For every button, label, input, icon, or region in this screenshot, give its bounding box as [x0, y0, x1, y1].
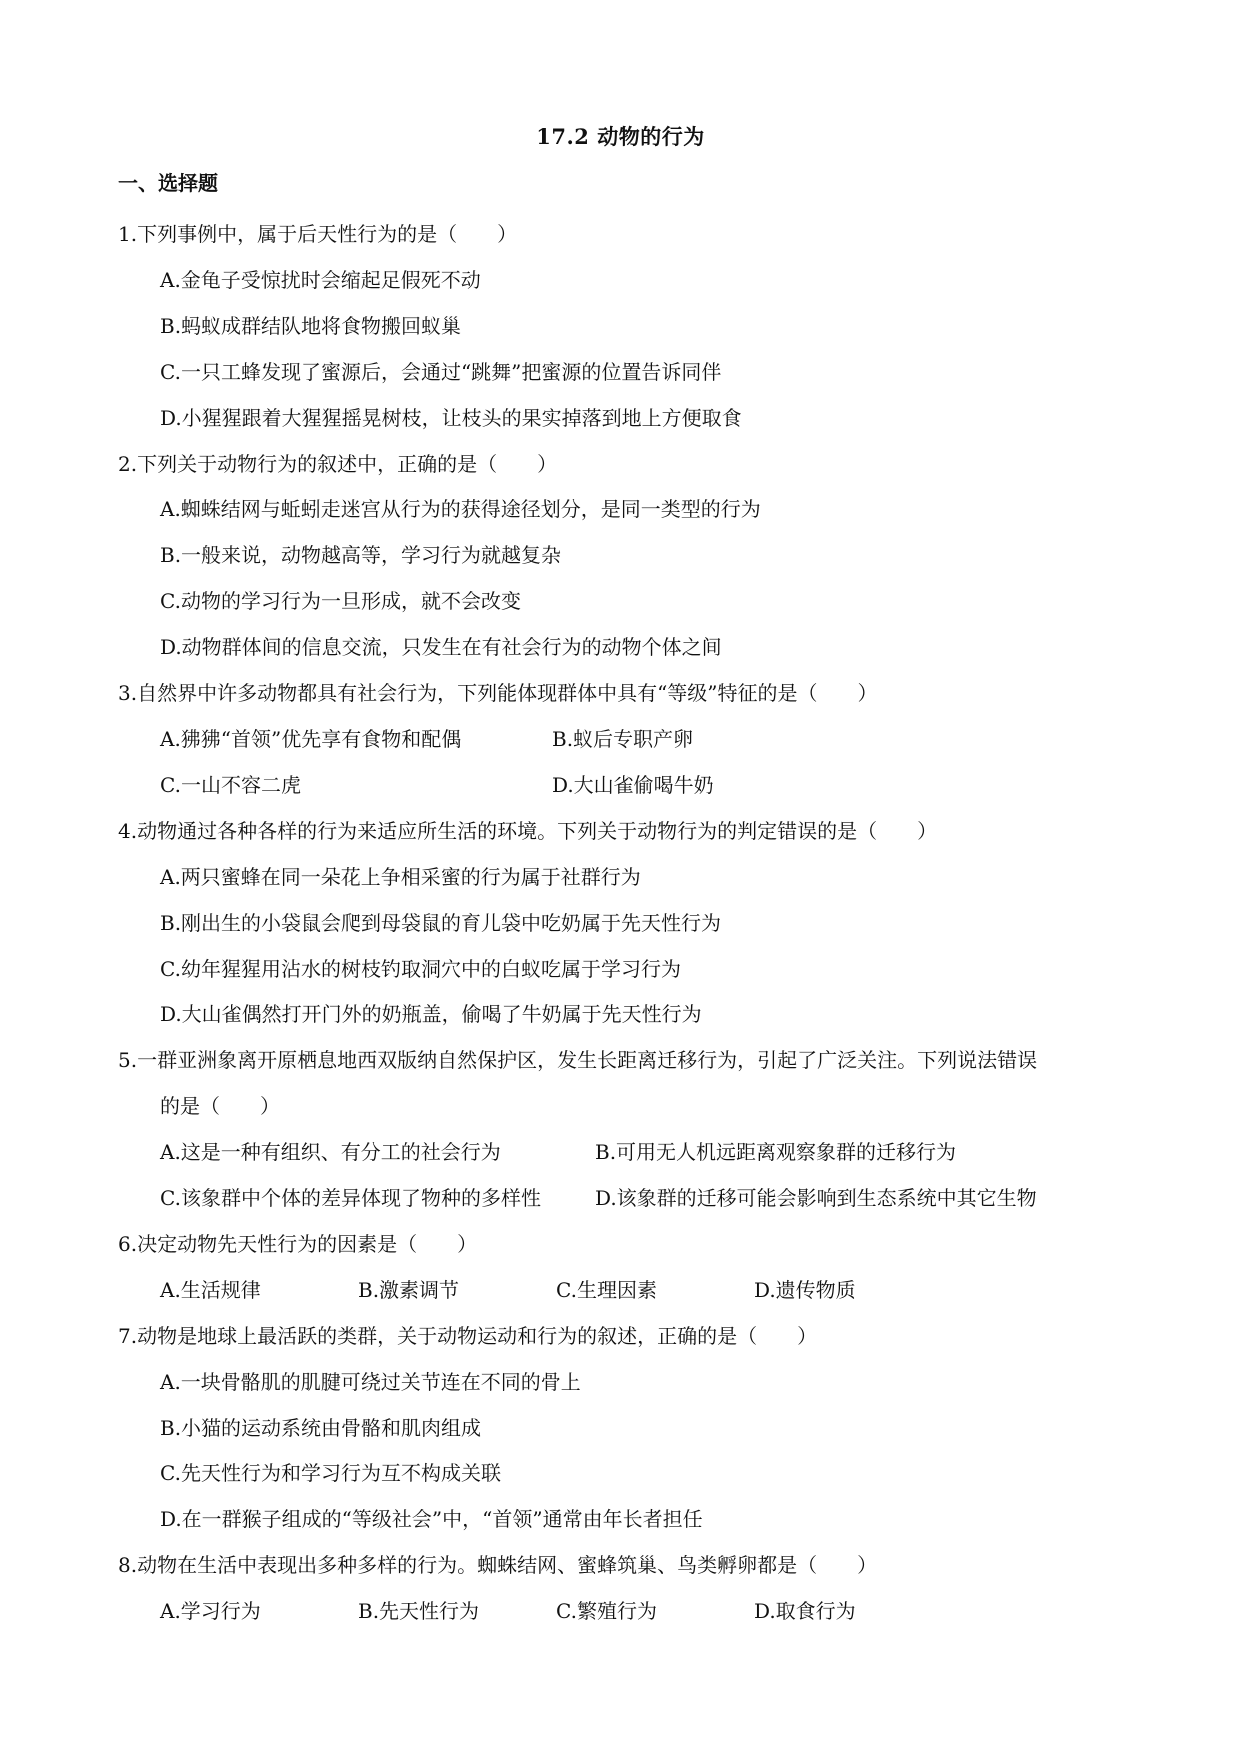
option-a: A.金龟子受惊扰时会缩起足假死不动 — [160, 267, 481, 292]
question-list — [118, 212, 1128, 1635]
option-d: D.大山雀偷喝牛奶 — [552, 772, 714, 797]
option-b: B.先天性行为 — [358, 1599, 480, 1624]
option-d: D.该象群的迁移可能会影响到生态系统中其它生物 — [595, 1186, 1037, 1211]
option-b: B.蚁后专职产卵 — [552, 726, 694, 751]
option-c: C.幼年猩猩用沾水的树枝钓取洞穴中的白蚁吃属于学习行为 — [160, 956, 681, 981]
option-a: A.这是一种有组织、有分工的社会行为 — [160, 1140, 501, 1165]
option-a: A.学习行为 — [160, 1599, 261, 1624]
option-row — [118, 763, 1128, 809]
option-a: A.两只蜜蜂在同一朵花上争相采蜜的行为属于社群行为 — [160, 864, 641, 889]
option-d: D.遗传物质 — [754, 1277, 856, 1302]
option-d: D.动物群体间的信息交流，只发生在有社会行为的动物个体之间 — [160, 635, 722, 660]
option-c: C.动物的学习行为一旦形成，就不会改变 — [160, 589, 521, 614]
question-stem: 5.一群亚洲象离开原栖息地西双版纳自然保护区，发生长距离迁移行为，引起了广泛关注。下列说法错误 — [118, 1048, 1038, 1073]
option-row — [118, 1130, 1128, 1176]
option-row — [118, 1589, 1128, 1635]
question-stem: 6.决定动物先天性行为的因素是（ ） — [118, 1231, 478, 1256]
question-4 — [118, 809, 1128, 1039]
option-c: C.先天性行为和学习行为互不构成关联 — [160, 1461, 501, 1486]
option-b: B.蚂蚁成群结队地将食物搬回蚁巢 — [160, 313, 462, 338]
option-a: A.狒狒“首领”优先享有食物和配偶 — [160, 726, 462, 751]
option-c: C.生理因素 — [556, 1277, 657, 1302]
question-2 — [118, 442, 1128, 672]
option-c: C.一只工蜂发现了蜜源后，会通过“跳舞”把蜜源的位置告诉同伴 — [160, 359, 722, 384]
option-row — [118, 1268, 1128, 1314]
option-b: B.激素调节 — [358, 1277, 460, 1302]
option-b: B.小猫的运动系统由骨骼和肌肉组成 — [160, 1415, 482, 1440]
option-c: C.繁殖行为 — [556, 1599, 657, 1624]
option-d: D.大山雀偶然打开门外的奶瓶盖，偷喝了牛奶属于先天性行为 — [160, 1002, 702, 1027]
option-a: A.蜘蛛结网与蚯蚓走迷宫从行为的获得途径划分，是同一类型的行为 — [160, 497, 761, 522]
question-1 — [118, 212, 1128, 442]
option-d: D.取食行为 — [754, 1599, 856, 1624]
question-5 — [118, 1038, 1128, 1222]
question-stem: 4.动物通过各种各样的行为来适应所生活的环境。下列关于动物行为的判定错误的是（ ） — [118, 818, 938, 843]
option-d: D.小猩猩跟着大猩猩摇晃树枝，让枝头的果实掉落到地上方便取食 — [160, 405, 742, 430]
question-stem: 8.动物在生活中表现出多种多样的行为。蜘蛛结网、蜜蜂筑巢、鸟类孵卵都是（ ） — [118, 1553, 878, 1578]
question-7 — [118, 1314, 1128, 1544]
question-stem: 7.动物是地球上最活跃的类群，关于动物运动和行为的叙述，正确的是（ ） — [118, 1323, 818, 1348]
section-heading: 一、选择题 — [118, 171, 218, 195]
option-c: C.一山不容二虎 — [160, 772, 301, 797]
page-title: 17.2 动物的行为 — [536, 124, 705, 149]
question-stem-continued: 的是（ ） — [160, 1094, 280, 1119]
option-row — [118, 717, 1128, 763]
question-6 — [118, 1222, 1128, 1314]
question-3 — [118, 671, 1128, 809]
option-row — [118, 1176, 1128, 1222]
option-b: B.刚出生的小袋鼠会爬到母袋鼠的育儿袋中吃奶属于先天性行为 — [160, 910, 722, 935]
option-b: B.可用无人机远距离观察象群的迁移行为 — [595, 1140, 957, 1165]
option-a: A.一块骨骼肌的肌腱可绕过关节连在不同的骨上 — [160, 1369, 581, 1394]
option-a: A.生活规律 — [160, 1277, 261, 1302]
question-stem: 1.下列事例中，属于后天性行为的是（ ） — [118, 222, 518, 246]
option-d: D.在一群猴子组成的“等级社会”中，“首领”通常由年长者担任 — [160, 1507, 703, 1532]
option-b: B.一般来说，动物越高等，学习行为就越复杂 — [160, 543, 562, 568]
option-c: C.该象群中个体的差异体现了物种的多样性 — [160, 1186, 541, 1211]
question-8 — [118, 1543, 1128, 1635]
question-stem: 2.下列关于动物行为的叙述中，正确的是（ ） — [118, 451, 558, 476]
question-stem: 3.自然界中许多动物都具有社会行为，下列能体现群体中具有“等级”特征的是（ ） — [118, 681, 878, 706]
